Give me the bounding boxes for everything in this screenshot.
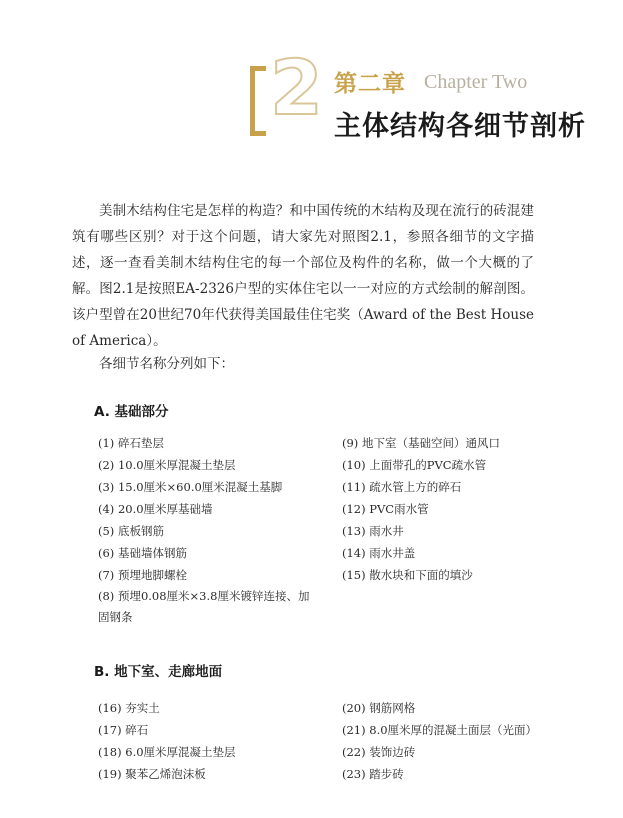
list-item: (22) 装饰边砖 [342, 745, 416, 759]
section-b-heading: B. 地下室、走廊地面 [94, 664, 223, 680]
intro-paragraph: 美制木结构住宅是怎样的构造？和中国传统的木结构及现在流行的砖混建筑有哪些区别？对于这个问题，请大家先对照图2.1，参照各细节的文字描述，逐一查看美制木结构住宅的每一个部位及构件的名称，做一个大概的了解。图2.1是按照EA-2326户型的实体住宅以一一对应的方式绘制的解剖图。该户型曾在20世纪70年代获得美国最佳住宅奖（Award of the Best House of America）。 [72, 203, 534, 349]
chapter-label-en: Chapter Two [424, 71, 528, 93]
list-item: (19) 聚苯乙烯泡沫板 [98, 767, 206, 781]
list-item: (15) 散水块和下面的填沙 [342, 568, 473, 582]
list-item: (14) 雨水井盖 [342, 546, 416, 560]
list-item: (1) 碎石垫层 [98, 436, 164, 450]
list-item: (13) 雨水井 [342, 524, 404, 538]
list-item: (5) 底板钢筋 [98, 524, 164, 538]
list-item: (9) 地下室（基础空间）通风口 [342, 436, 500, 450]
list-item: (18) 6.0厘米厚混凝土垫层 [98, 745, 236, 759]
list-item: (3) 15.0厘米×60.0厘米混凝土基脚 [98, 480, 283, 494]
list-item: (11) 疏水管上方的碎石 [342, 480, 462, 494]
section-a-right-list [342, 432, 582, 586]
section-a-left-list [98, 432, 320, 628]
chapter-label-cn: 第二章 [334, 71, 406, 97]
bracket-ornament [250, 66, 266, 136]
list-item: (23) 踏步砖 [342, 767, 404, 781]
list-item: (2) 10.0厘米厚混凝土垫层 [98, 458, 236, 472]
list-item: (8) 预埋0.08厘米×3.8厘米镀锌连接、加固钢条 [98, 589, 310, 624]
list-lead: 各细节名称分列如下： [99, 356, 234, 372]
section-b-right-list [342, 697, 582, 785]
section-a-heading: A. 基础部分 [94, 404, 169, 420]
list-item: (16) 夯实土 [98, 701, 160, 715]
chapter-title: 主体结构各细节剖析 [334, 111, 586, 142]
chapter-header [250, 43, 610, 142]
list-item: (7) 预埋地脚螺栓 [98, 568, 187, 582]
section-b-left-list [98, 697, 320, 785]
chapter-number: 2 [270, 43, 323, 132]
list-item: (12) PVC雨水管 [342, 502, 429, 516]
list-item: (10) 上面带孔的PVC疏水管 [342, 458, 487, 472]
list-item: (17) 碎石 [98, 723, 149, 737]
list-item: (4) 20.0厘米厚基础墙 [98, 502, 213, 516]
list-item: (21) 8.0厘米厚的混凝土面层（光面） [342, 723, 538, 737]
list-item: (6) 基础墙体钢筋 [98, 546, 187, 560]
list-item: (20) 钢筋网格 [342, 701, 416, 715]
